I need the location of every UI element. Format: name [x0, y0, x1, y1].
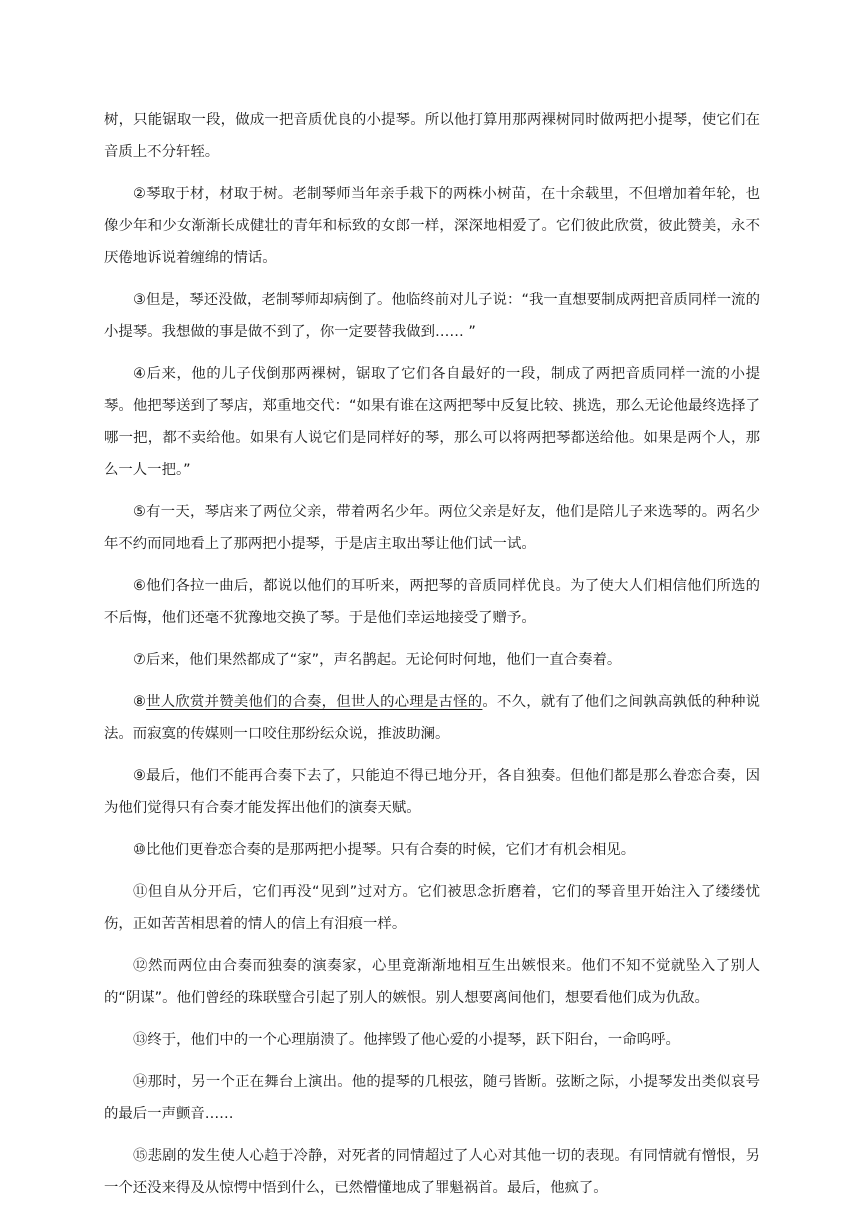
- paragraph-10: ⑩比他们更眷恋合奏的是那两把小提琴。只有合奏的时候，它们才有机会相见。: [133, 842, 636, 858]
- paragraph-6: ⑥他们各拉一曲后，都说以他们的耳听来，两把琴的音质同样优良。为了使大人们相信他们所选的不后悔，他们还毫不犹豫地交换了琴。于是他们幸运地接受了赠予。: [104, 578, 760, 626]
- paragraph-11: ⑪但自从分开后，它们再没“见到”过对方。它们被思念折磨着，它们的琴音里开始注入了缕缕忧伤，正如苦苦相思着的情人的信上有泪痕一样。: [104, 884, 760, 932]
- paragraph-1-continuation: 树，只能锯取一段，做成一把音质优良的小提琴。所以他打算用那两裸树同时做两把小提琴，使它们在音质上不分轩轾。: [104, 112, 760, 160]
- paragraph-5: ⑤有一天，琴店来了两位父亲，带着两名少年。两位父亲是好友，他们是陪儿子来选琴的。两名少年不约而同地看上了那两把小提琴，于是店主取出琴让他们试一试。: [104, 504, 760, 552]
- paragraph-15: ⑮悲剧的发生使人心趋于冷静，对死者的同情超过了人心对其他一切的表现。有同情就有憎恨，另一个还没来得及从惊愕中悟到什么，已然懵懂地成了罪魁祸首。最后，他疯了。: [104, 1148, 760, 1196]
- paragraph-14: ⑭那时，另一个正在舞台上演出。他的提琴的几根弦，随弓皆断。弦断之际，小提琴发出类似哀号的最后一声颤音……: [104, 1074, 760, 1122]
- paragraph-12: ⑫然而两位由合奏而独奏的演奏家，心里竟渐渐地相互生出嫉恨来。他们不知不觉就坠入了别人的“阴谋”。他们曾经的珠联璧合引起了别人的嫉恨。别人想要离间他们，想要看他们成为仇敌。: [104, 958, 760, 1006]
- paragraph-8-rest: 。不久，就有了他们之间孰高孰低的种种说法。而寂寞的传媒则一口咬住那纷纭众说，推波助澜。: [104, 694, 760, 742]
- paragraph-8-number: ⑧: [133, 694, 147, 710]
- paragraph-4: ④后来，他的儿子伐倒那两裸树，锯取了它们各自最好的一段，制成了两把音质同样一流的小提琴。他把琴送到了琴店，郑重地交代：“如果有谁在这两把琴中反复比较、挑选，那么无论他最终选择了哪一把，都不卖给他。如果有人说它们是同样好的琴，那么可以将两把琴都送给他。如果是两个人，那么一人一把。”: [104, 366, 760, 478]
- paragraph-3: ③但是，琴还没做，老制琴师却病倒了。他临终前对儿子说：“我一直想要制成两把音质同样一流的小提琴。我想做的事是做不到了，你一定要替我做到…… ”: [104, 292, 760, 340]
- paragraph-9: ⑨最后，他们不能再合奏下去了，只能迫不得已地分开，各自独奏。但他们都是那么眷恋合奏，因为他们觉得只有合奏才能发挥出他们的演奏天赋。: [104, 768, 760, 816]
- paragraph-13: ⑬终于，他们中的一个心理崩溃了。他摔毁了他心爱的小提琴，跃下阳台，一命呜呼。: [133, 1032, 680, 1048]
- underlined-sentence: 世人欣赏并赞美他们的合奏，但世人的心理是古怪的: [146, 694, 483, 710]
- paragraph-7: ⑦后来，他们果然都成了“家”，声名鹊起。无论何时何地，他们一直合奏着。: [133, 652, 622, 668]
- paragraph-8: [104, 686, 760, 750]
- paragraph-2: ②琴取于材，材取于树。老制琴师当年亲手栽下的两株小树苗，在十余载里，不但增加着年轮，也像少年和少女渐渐长成健壮的青年和标致的女郎一样，深深地相爱了。它们彼此欣赏，彼此赞美，永不厌倦地诉说着缠绵的情话。: [104, 186, 760, 266]
- article-body: [104, 104, 760, 1214]
